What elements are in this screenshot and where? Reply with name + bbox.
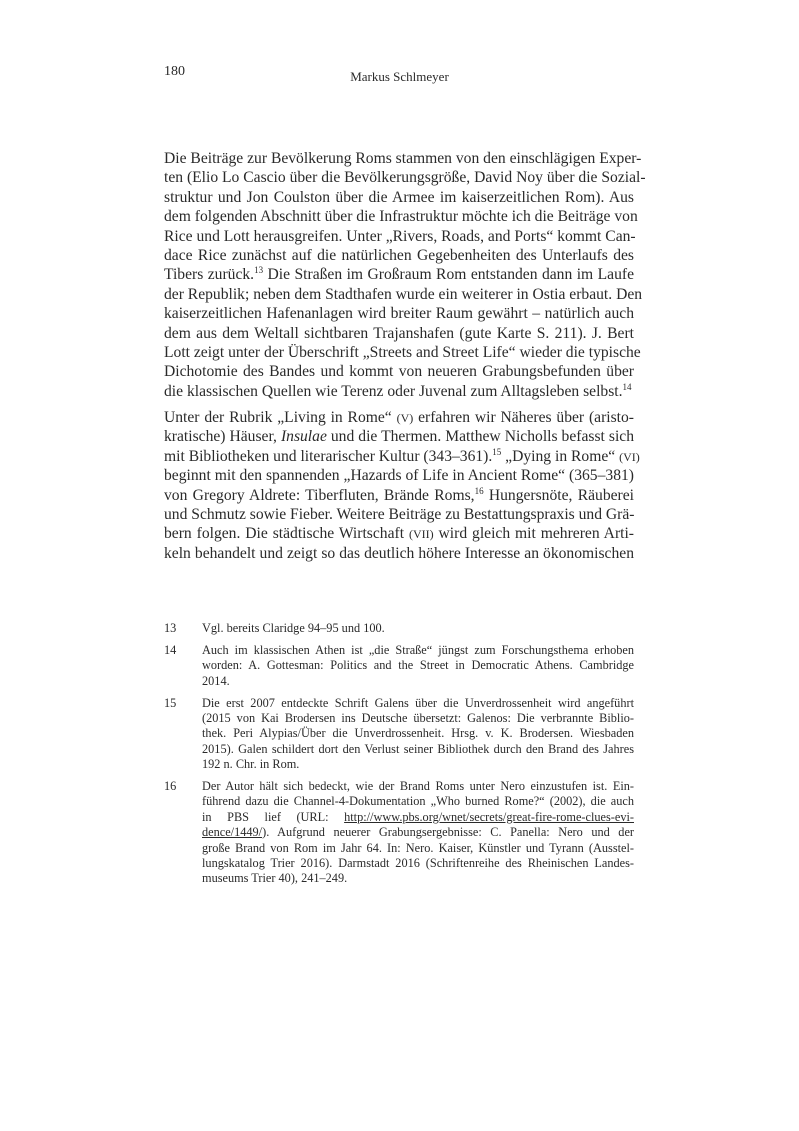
text-line: Rice und Lott herausgreifen. Unter „Rivers, Roads, and Ports“ kommt Can- [164, 227, 636, 245]
footnote [164, 621, 634, 636]
footnotes [164, 621, 634, 893]
footnote-ref[interactable]: 14 [622, 381, 632, 392]
text-line: dace Rice zunächst auf die natürlichen Gegebenheiten des Unterlaufs des [164, 246, 634, 264]
paragraph [164, 408, 640, 563]
text-line: der Republik; neben dem Stadthafen wurde ein weiterer in Ostia erbaut. Den [164, 285, 643, 303]
footnote-number: 14 [164, 642, 177, 657]
text-line: Tibers zurück.$^{13}$ Die Straßen im Großraum Rom entstanden dann im Laufe [164, 265, 634, 284]
text-line: dence/1449/). Aufgrund neuerer Grabungsergebnisse: C. Panella: Nero und der [202, 825, 634, 840]
section-numeral: (V) [396, 411, 414, 426]
url-link[interactable]: dence/1449/ [202, 825, 263, 840]
text-line: ten (Elio Lo Cascio über die Bevölkerungsgröße, David Noy über die Sozial- [164, 169, 646, 187]
footnote-number: 16 [164, 779, 177, 794]
footnote [164, 779, 634, 887]
text-line: beginnt mit den spannenden „Hazards of Life in Ancient Rome“ (365–381) [164, 467, 634, 485]
text-line: mit Bibliotheken und literarischer Kultur (343–361).$^{15}$ „Dying in Rome“ (VI) [164, 446, 640, 465]
text-line: thek. Peri Alypias/Über die Unverdrossenheit. Hrsg. v. K. Brodersen. Wiesbaden [202, 726, 634, 741]
text-line: struktur und Jon Coulston über die Armee im kaiserzeitlichen Rom). Aus [164, 188, 634, 206]
italic-term: Insulae [280, 428, 327, 446]
footnote-number: 13 [164, 621, 177, 635]
text-line: kratische) Häuser, Insulae und die Thermen. Matthew Nicholls befasst sich [164, 428, 634, 446]
text-line: museums Trier 40), 241–249. [202, 871, 348, 886]
text-line: Vgl. bereits Claridge 94–95 und 100. [202, 621, 385, 635]
text-line: dem aus dem Weltall sichtbaren Trajanshafen (gute Karte S. 211). J. Bert [164, 324, 634, 342]
footnote-ref[interactable]: 16 [474, 485, 484, 496]
body-text [164, 149, 646, 570]
text-line: Der Autor hält sich bedeckt, wie der Brand Roms unter Nero einzustufen ist. Ein- [202, 779, 634, 794]
footnote-ref[interactable]: 13 [254, 265, 264, 276]
text-line: und Schmutz sowie Fieber. Weitere Beiträge zu Bestattungspraxis und Grä- [164, 506, 635, 524]
running-head: Markus Schlmeyer [350, 69, 449, 84]
text-line: 192 n. Chr. in Rom. [202, 757, 300, 772]
text-line: (2015 von Kai Brodersen ins Deutsche übersetzt: Galenos: Die verbrannte Biblio- [202, 710, 634, 725]
page-number: 180 [164, 64, 185, 79]
text-line: worden: A. Gottesman: Politics and the Street in Democratic Athens. Cambridge [202, 658, 634, 673]
text-line: bern folgen. Die städtische Wirtschaft (VII) wird gleich mit mehreren Arti- [164, 525, 634, 543]
text-line: 2015). Galen schildert dort den Verlust seiner Bibliothek durch den Brand des Jahres [202, 741, 634, 756]
text-line: kaiserzeitlichen Hafenanlagen wird breiter Raum gewährt – natürlich auch [164, 305, 634, 323]
footnote [164, 643, 634, 689]
text-line: in PBS lief (URL: http://www.pbs.org/wnet/secrets/great-fire-rome-clues-evi- [202, 809, 634, 824]
url-link[interactable]: http://www.pbs.org/wnet/secrets/great-fire-rome-clues-evi- [344, 809, 634, 824]
text-line: dem folgenden Abschnitt über die Infrastruktur möchte ich die Beiträge von [164, 208, 638, 226]
text-line: führend dazu die Channel-4-Dokumentation „Who burned Rome?“ (2002), die auch [202, 794, 634, 809]
text-line: 2014. [202, 673, 230, 688]
text-line: lungskatalog Trier 2016). Darmstadt 2016 (Schriftenreihe des Rheinischen Landes- [202, 855, 634, 870]
text-line: Die erst 2007 entdeckte Schrift Galens über die Unverdrossenheit wird angeführt [202, 695, 634, 710]
section-numeral: (VII) [408, 527, 434, 542]
text-line: Lott zeigt unter der Überschrift „Streets and Street Life“ wieder die typische [164, 343, 641, 361]
text-line: keln behandelt und zeigt so das deutlich höhere Interesse an ökonomischen [164, 544, 634, 562]
section-numeral: (VI) [619, 449, 640, 464]
text-line: die klassischen Quellen wie Terenz oder Juvenal zum Alltagsleben selbst.$^{14}$ [164, 381, 632, 400]
text-line: große Brand von Rom im Jahr 64. In: Nero. Kaiser, Künstler und Tyrann (Ausstel- [202, 840, 634, 855]
text-line: Unter der Rubrik „Living in Rome“ (V) erfahren wir Näheres über (aristo- [164, 409, 634, 427]
footnote [164, 696, 634, 773]
text-line: Die Beiträge zur Bevölkerung Roms stammen von den einschlägigen Exper- [164, 150, 642, 167]
paragraph [164, 149, 646, 401]
footnote-number: 15 [164, 695, 177, 710]
text-line: von Gregory Aldrete: Tiberfluten, Brände Roms,$^{16}$ Hungersnöte, Räuberei [164, 485, 635, 504]
footnote-ref[interactable]: 15 [492, 446, 502, 457]
text-line: Dichotomie des Bandes und kommt von neueren Grabungsbefunden über [164, 363, 634, 381]
text-line: Auch im klassischen Athen ist „die Straße“ jüngst zum Forschungsthema erhoben [202, 642, 634, 657]
